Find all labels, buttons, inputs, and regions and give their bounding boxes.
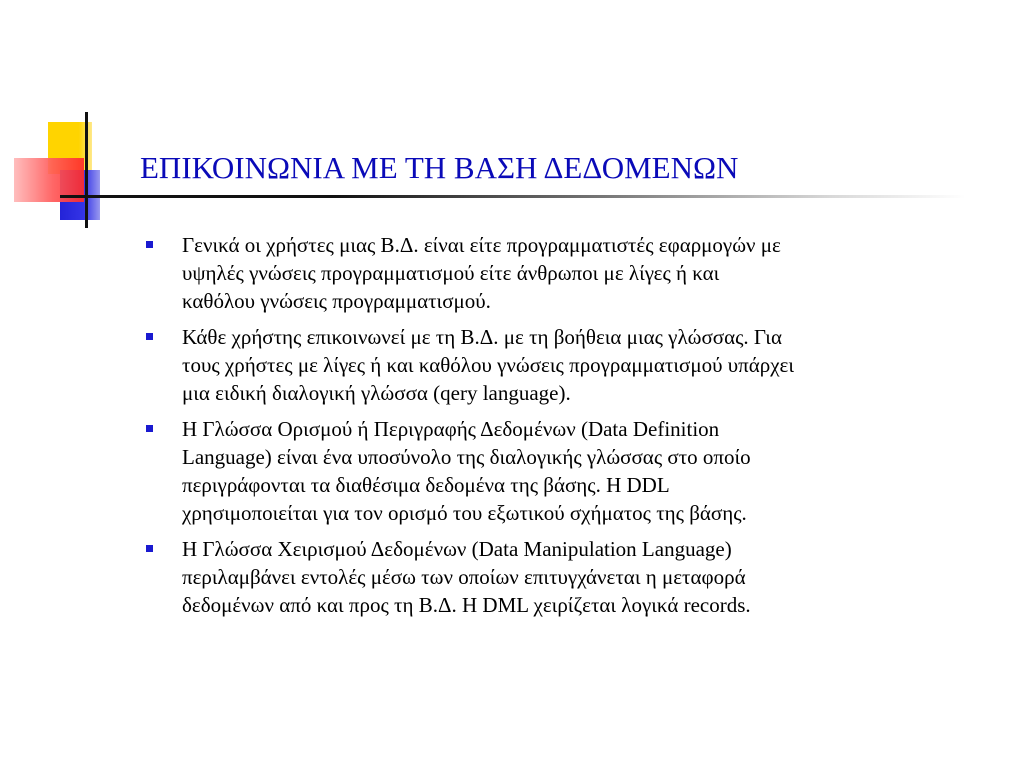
bullet-item bbox=[0, 415, 1022, 527]
bullet-line: χρησιμοποιείται για τον ορισμό του εξωτικού σχήματος της βάσης. bbox=[182, 501, 747, 525]
bullet-line: Η Γλώσσα Ορισμού ή Περιγραφής Δεδομένων (Data Definition bbox=[182, 417, 720, 441]
bullet-text bbox=[182, 415, 1022, 527]
bullet-text bbox=[182, 535, 1022, 619]
bullet-line: Η Γλώσσα Χειρισμού Δεδομένων (Data Manipulation Language) bbox=[182, 537, 732, 561]
bullet-item bbox=[0, 535, 1022, 619]
bullet-item bbox=[0, 323, 1022, 407]
bullet-line: καθόλου γνώσεις προγραμματισμού. bbox=[182, 289, 491, 313]
bullet-list bbox=[0, 231, 1022, 627]
bullet-line: Language) είναι ένα υποσύνολο της διαλογικής γλώσσας στο οποίο bbox=[182, 445, 751, 469]
bullet-square-icon bbox=[146, 425, 153, 432]
bullet-line: υψηλές γνώσεις προγραμματισμού είτε άνθρωποι με λίγες ή και bbox=[182, 261, 720, 285]
title-underline bbox=[60, 195, 966, 198]
bullet-line: περιγράφονται τα διαθέσιμα δεδομένα της βάσης. Η DDL bbox=[182, 473, 670, 497]
bullet-text bbox=[182, 231, 1022, 315]
bullet-line: Γενικά οι χρήστες μιας Β.Δ. είναι είτε προγραμματιστές εφαρμογών με bbox=[182, 233, 781, 257]
slide-title: ΕΠΙΚΟΙΝΩΝΙΑ ΜΕ ΤΗ ΒΑΣΗ ΔΕΔΟΜΕΝΩΝ bbox=[140, 150, 739, 185]
bullet-line: Κάθε χρήστης επικοινωνεί με τη Β.Δ. με τη βοήθεια μιας γλώσσας. Για bbox=[182, 325, 782, 349]
bullet-square-icon bbox=[146, 333, 153, 340]
bullet-line: περιλαμβάνει εντολές μέσω των οποίων επιτυγχάνεται η μεταφορά bbox=[182, 565, 746, 589]
bullet-line: μια ειδική διαλογική γλώσσα (qery language). bbox=[182, 381, 571, 405]
bullet-square-icon bbox=[146, 241, 153, 248]
bullet-line: δεδομένων από και προς τη Β.Δ. Η DML χειρίζεται λογικά records. bbox=[182, 593, 751, 617]
bullet-text bbox=[182, 323, 1022, 407]
bullet-item bbox=[0, 231, 1022, 315]
decorative-vertical-line bbox=[85, 112, 88, 228]
bullet-line: τους χρήστες με λίγες ή και καθόλου γνώσεις προγραμματισμού υπάρχει bbox=[182, 353, 795, 377]
bullet-square-icon bbox=[146, 545, 153, 552]
